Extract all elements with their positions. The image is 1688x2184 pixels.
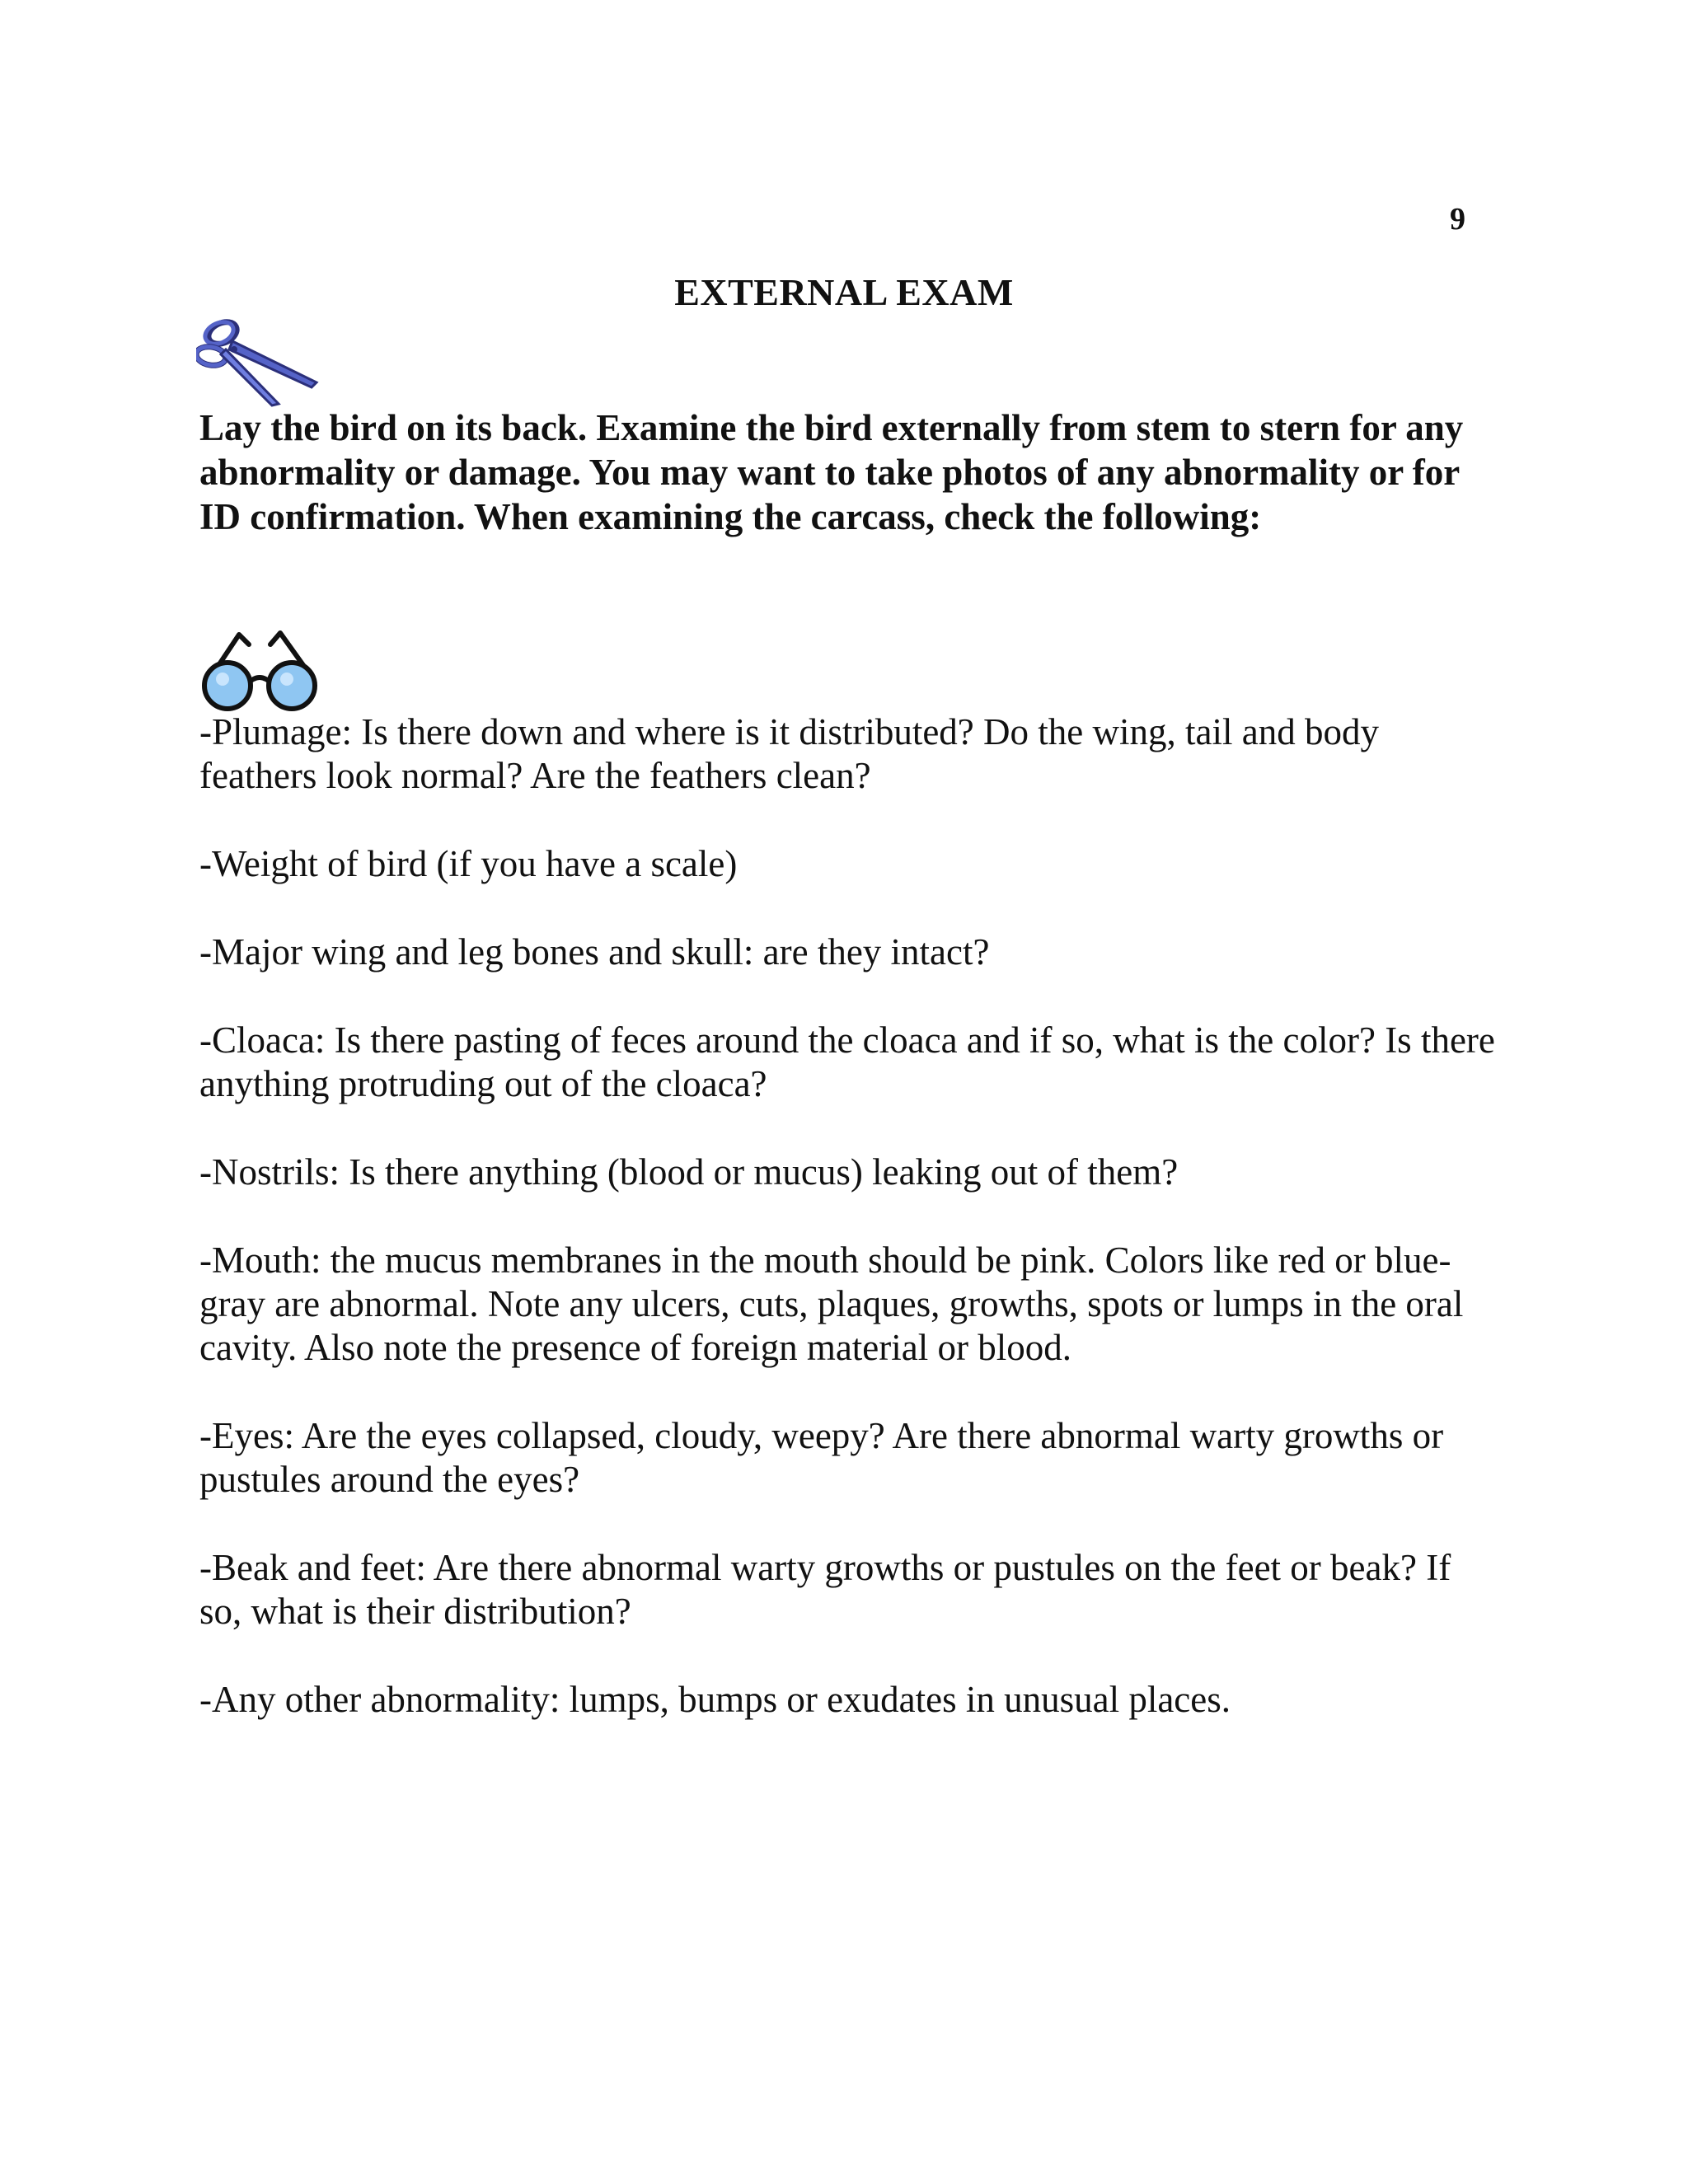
list-item: -Nostrils: Is there anything (blood or mucus) leaking out of them? (199, 1151, 1179, 1193)
page-title: EXTERNAL EXAM (674, 271, 1014, 313)
list-item: -Weight of bird (if you have a scale) (199, 843, 738, 884)
exam-checklist (199, 710, 1502, 1766)
glasses-icon (198, 626, 321, 713)
list-item: -Beak and feet: Are there abnormal warty growths or pustules on the feet or beak? If so, what is their distribution? (199, 1547, 1451, 1632)
list-item: -Eyes: Are the eyes collapsed, cloudy, weepy? Are there abnormal warty growths or pustules around the eyes? (199, 1415, 1444, 1500)
list-item: -Cloaca: Is there pasting of feces around the cloaca and if so, what is the color? Is there anything protruding out of the cloaca? (199, 1019, 1495, 1104)
list-item: -Plumage: Is there down and where is it distributed? Do the wing, tail and body feathers look normal? Are the feathers clean? (199, 711, 1379, 796)
list-item: -Any other abnormality: lumps, bumps or exudates in unusual places. (199, 1679, 1231, 1720)
page-number: 9 (1450, 202, 1465, 237)
scissors-icon (196, 313, 320, 407)
list-item: -Major wing and leg bones and skull: are they intact? (199, 931, 990, 972)
intro-paragraph: Lay the bird on its back. Examine the bird externally from stem to stern for any abnormality or damage. You may want to take photos of any abnormality or for ID confirmation. When examining the carcass, check the following: (199, 407, 1464, 537)
list-item: -Mouth: the mucus membranes in the mouth should be pink. Colors like red or blue-gray are abnormal. Note any ulcers, cuts, plaques, growths, spots or lumps in the oral cavity. Also note the presence of foreign material or blood. (199, 1240, 1464, 1368)
